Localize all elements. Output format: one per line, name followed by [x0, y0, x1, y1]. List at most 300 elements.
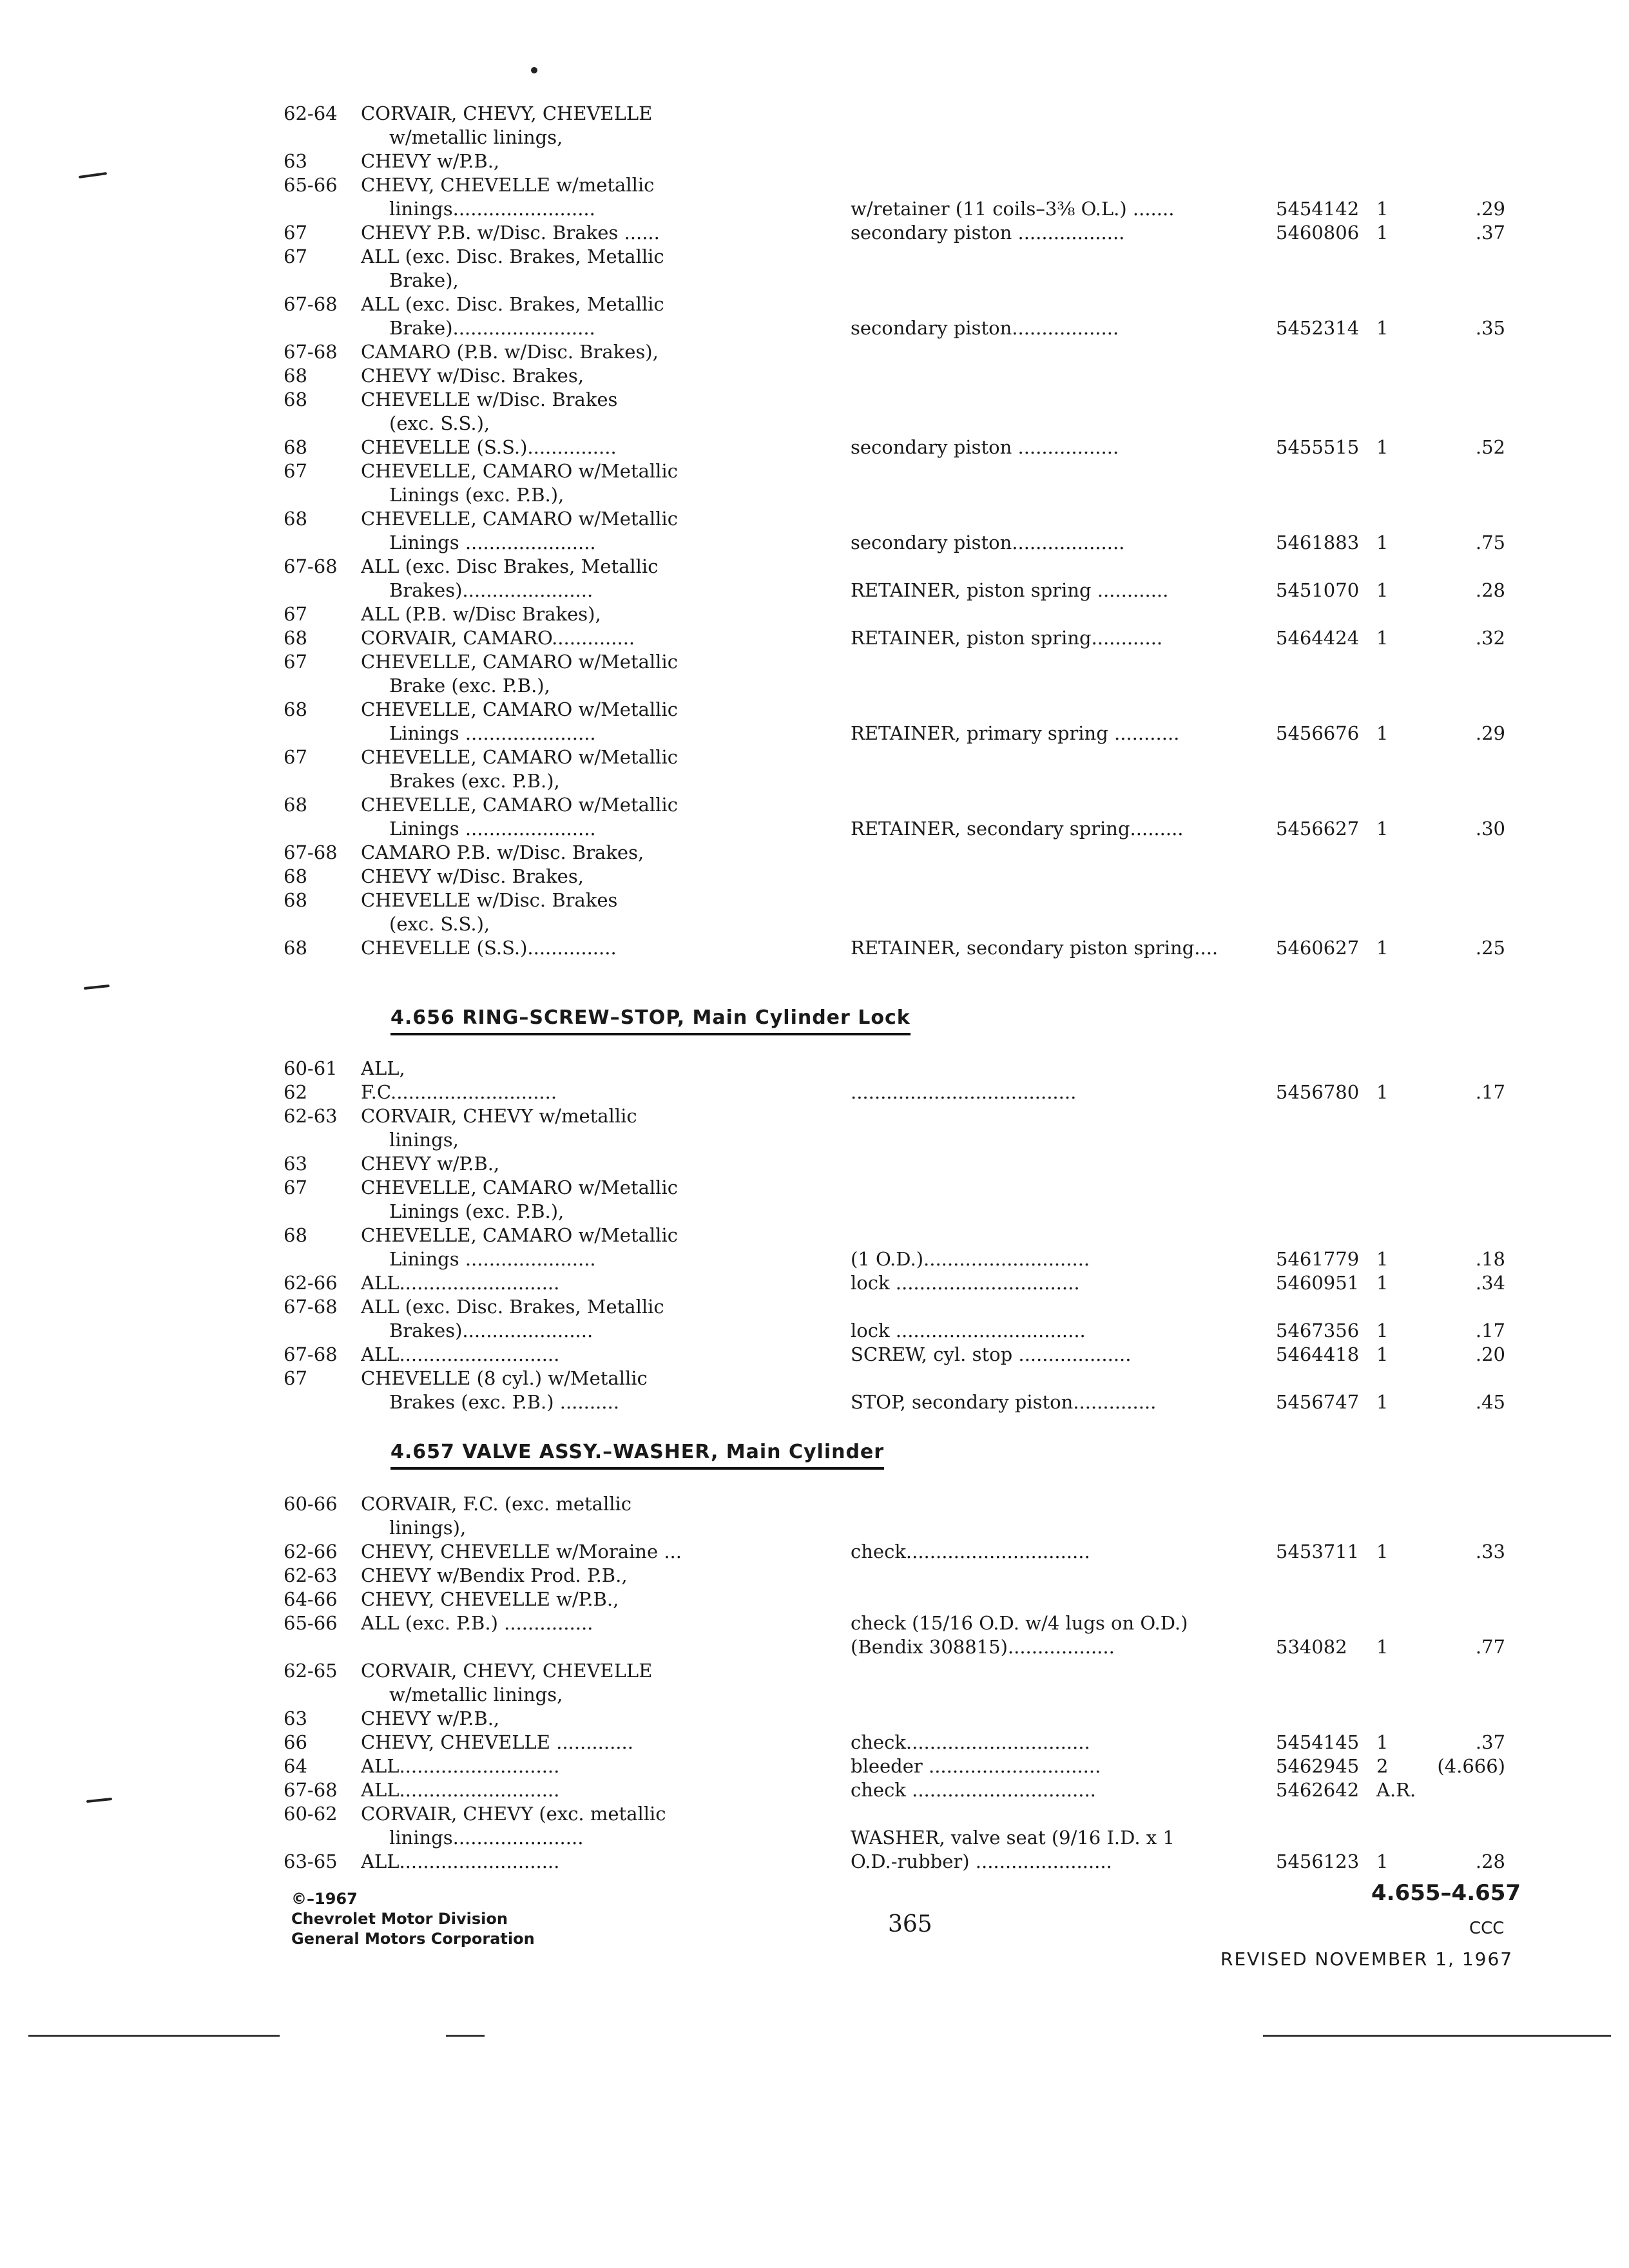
- year-cell: 67-68: [284, 841, 338, 863]
- model-cell: CORVAIR, CHEVY (exc. metallic: [361, 1803, 666, 1825]
- table-row: [284, 1271, 1559, 1295]
- model-cell: CHEVY w/P.B.,: [361, 1153, 500, 1175]
- table-row: [284, 316, 1559, 340]
- table-row: [284, 936, 1559, 960]
- quantity-cell: 1: [1376, 1541, 1389, 1562]
- copyright: ©–1967: [291, 1890, 358, 1908]
- table-row: [284, 1200, 1559, 1224]
- description-cell: secondary piston ..................: [851, 222, 1125, 244]
- table-row: [284, 269, 1559, 293]
- model-cell: [361, 1390, 851, 1414]
- quantity-cell: 1: [1376, 937, 1389, 959]
- model-cell: CHEVY, CHEVELLE w/Moraine ...: [361, 1541, 682, 1562]
- model-text: Linings (exc. P.B.),: [389, 1200, 564, 1222]
- part-number-cell: 5456747: [1276, 1391, 1360, 1413]
- price-cell: .32: [1475, 627, 1505, 649]
- table-row: [284, 626, 1559, 650]
- table-row: [284, 1492, 1559, 1516]
- model-text: (exc. S.S.),: [389, 913, 490, 935]
- price-cell: .17: [1475, 1320, 1505, 1341]
- table-row: [284, 412, 1559, 436]
- description-cell: O.D.-rubber) .......................: [851, 1850, 1112, 1872]
- description-cell: bleeder .............................: [851, 1755, 1101, 1777]
- price-cell: .75: [1475, 532, 1505, 553]
- quantity-cell: 1: [1376, 1391, 1389, 1413]
- section-range: 4.655–4.657: [1371, 1880, 1521, 1906]
- quantity-cell: 2: [1376, 1755, 1389, 1777]
- description-cell: check ...............................: [851, 1779, 1096, 1801]
- year-cell: 68: [284, 508, 307, 530]
- table-row: [284, 889, 1559, 912]
- model-cell: [361, 316, 851, 340]
- model-text: linings,: [389, 1129, 459, 1151]
- price-cell: .37: [1475, 222, 1505, 244]
- quantity-cell: 1: [1376, 198, 1389, 220]
- model-cell: [361, 1128, 851, 1152]
- description-cell: RETAINER, secondary spring.........: [851, 818, 1184, 840]
- model-cell: [361, 1516, 851, 1540]
- table-row: [284, 1754, 1559, 1778]
- table-row: [284, 650, 1559, 674]
- margin-mark: [86, 1798, 112, 1803]
- part-number-cell: 5460806: [1276, 222, 1360, 244]
- table-row: [284, 555, 1559, 579]
- quantity-cell: 1: [1376, 1343, 1389, 1365]
- model-text: linings......................: [389, 1827, 584, 1849]
- part-number-cell: 5462642: [1276, 1779, 1360, 1801]
- model-cell: F.C............................: [361, 1081, 557, 1103]
- model-cell: CHEVELLE, CAMARO w/Metallic: [361, 746, 678, 768]
- quantity-cell: 1: [1376, 1731, 1389, 1753]
- table-row: [284, 1564, 1559, 1588]
- price-cell: .34: [1475, 1272, 1505, 1294]
- page-number: 365: [888, 1911, 932, 1937]
- model-cell: CHEVELLE, CAMARO w/Metallic: [361, 794, 678, 816]
- table-row: [284, 1659, 1559, 1683]
- quantity-cell: 1: [1376, 579, 1389, 601]
- model-cell: [361, 579, 851, 602]
- model-cell: CHEVELLE (S.S.)...............: [361, 436, 617, 458]
- model-text: Brakes)......................: [389, 579, 593, 601]
- table-row: [284, 149, 1559, 173]
- table-row: [284, 1057, 1559, 1081]
- quantity-cell: 1: [1376, 1248, 1389, 1270]
- model-cell: [361, 1683, 851, 1707]
- year-cell: 67: [284, 460, 307, 482]
- model-cell: ALL,: [361, 1057, 405, 1079]
- table-row: [284, 1295, 1559, 1319]
- model-text: Linings ......................: [389, 722, 596, 744]
- model-text: w/metallic linings,: [389, 126, 563, 148]
- description-cell: ......................................: [851, 1081, 1077, 1103]
- table-row: [284, 531, 1559, 555]
- model-cell: CHEVELLE w/Disc. Brakes: [361, 889, 618, 911]
- model-text: Brakes (exc. P.B.) ..........: [389, 1391, 619, 1413]
- bottom-rule: [28, 2035, 280, 2037]
- part-number-cell: 5462945: [1276, 1755, 1360, 1777]
- model-cell: [361, 817, 851, 841]
- model-cell: CHEVY, CHEVELLE w/P.B.,: [361, 1588, 619, 1610]
- year-cell: 67: [284, 245, 307, 267]
- table-row: [284, 1635, 1559, 1659]
- year-cell: 63: [284, 150, 307, 172]
- description-cell: RETAINER, piston spring ............: [851, 579, 1169, 601]
- year-cell: 68: [284, 365, 307, 387]
- quantity-cell: 1: [1376, 436, 1389, 458]
- model-cell: CHEVY w/Bendix Prod. P.B.,: [361, 1564, 628, 1586]
- table-row: [284, 126, 1559, 149]
- model-cell: CHEVELLE, CAMARO w/Metallic: [361, 698, 678, 720]
- model-cell: [361, 1826, 851, 1850]
- table-row: [284, 1516, 1559, 1540]
- year-cell: 67-68: [284, 555, 338, 577]
- part-number-cell: 5460951: [1276, 1272, 1360, 1294]
- margin-mark: [79, 172, 107, 178]
- year-cell: 62-64: [284, 102, 338, 124]
- section-4656-table: [284, 1057, 1559, 1414]
- year-cell: 63-65: [284, 1850, 338, 1872]
- part-number-cell: 5451070: [1276, 579, 1360, 601]
- section-4655-table: [284, 102, 1559, 960]
- table-row: [284, 459, 1559, 483]
- model-cell: CORVAIR, CHEVY w/metallic: [361, 1105, 637, 1127]
- table-row: [284, 1850, 1559, 1874]
- quantity-cell: 1: [1376, 222, 1389, 244]
- part-number-cell: 5461779: [1276, 1248, 1360, 1270]
- model-cell: CAMARO P.B. w/Disc. Brakes,: [361, 841, 644, 863]
- model-cell: CHEVY P.B. w/Disc. Brakes ......: [361, 222, 660, 244]
- model-text: Brakes)......................: [389, 1320, 593, 1341]
- model-cell: [361, 197, 851, 221]
- table-row: [284, 1802, 1559, 1826]
- part-number-cell: 5455515: [1276, 436, 1360, 458]
- section-4656-heading: 4.656 RING–SCREW–STOP, Main Cylinder Lock: [390, 1006, 911, 1035]
- model-cell: ALL...........................: [361, 1755, 560, 1777]
- description-cell: w/retainer (11 coils–3⅜ O.L.) .......: [851, 198, 1175, 220]
- publisher-block: [291, 1889, 535, 1949]
- margin-mark: [84, 985, 110, 990]
- table-row: [284, 173, 1559, 197]
- table-row: [284, 793, 1559, 817]
- part-number-cell: 534082: [1276, 1636, 1347, 1658]
- model-cell: ALL...........................: [361, 1272, 560, 1294]
- price-cell: .17: [1475, 1081, 1505, 1103]
- table-row: [284, 1683, 1559, 1707]
- model-text: Brake)........................: [389, 317, 595, 339]
- table-row: [284, 1778, 1559, 1802]
- bottom-rule: [446, 2035, 485, 2037]
- table-row: [284, 1826, 1559, 1850]
- table-row: [284, 1390, 1559, 1414]
- year-cell: 60-66: [284, 1493, 338, 1515]
- model-text: linings........................: [389, 198, 595, 220]
- model-cell: CHEVY w/P.B.,: [361, 1707, 500, 1729]
- year-cell: 68: [284, 794, 307, 816]
- price-cell: .52: [1475, 436, 1505, 458]
- quantity-cell: 1: [1376, 627, 1389, 649]
- table-row: [284, 722, 1559, 745]
- section-4657-table: [284, 1492, 1559, 1874]
- model-cell: CHEVELLE w/Disc. Brakes: [361, 389, 618, 410]
- model-cell: [361, 483, 851, 507]
- part-number-cell: 5456780: [1276, 1081, 1360, 1103]
- description-cell: RETAINER, secondary piston spring....: [851, 937, 1219, 959]
- year-cell: 68: [284, 389, 307, 410]
- table-row: [284, 1224, 1559, 1247]
- model-cell: ALL (exc. Disc. Brakes, Metallic: [361, 1296, 664, 1318]
- price-cell: .29: [1475, 722, 1505, 744]
- quantity-cell: A.R.: [1376, 1779, 1416, 1801]
- quantity-cell: 1: [1376, 532, 1389, 553]
- model-text: Linings (exc. P.B.),: [389, 484, 564, 506]
- year-cell: 64-66: [284, 1588, 338, 1610]
- model-cell: CHEVY w/P.B.,: [361, 150, 500, 172]
- table-row: [284, 1588, 1559, 1611]
- description-cell: STOP, secondary piston..............: [851, 1391, 1157, 1413]
- top-dot: [531, 67, 537, 73]
- model-text: Linings ......................: [389, 532, 596, 553]
- description-cell: (1 O.D.)............................: [851, 1248, 1090, 1270]
- quantity-cell: 1: [1376, 317, 1389, 339]
- part-number-cell: 5452314: [1276, 317, 1360, 339]
- model-cell: [361, 126, 851, 149]
- table-row: [284, 507, 1559, 531]
- model-cell: [361, 674, 851, 698]
- model-text: linings),: [389, 1517, 467, 1539]
- price-cell: .20: [1475, 1343, 1505, 1365]
- table-row: [284, 221, 1559, 245]
- year-cell: 60-62: [284, 1803, 338, 1825]
- part-number-cell: 5453711: [1276, 1541, 1360, 1562]
- description-cell: SCREW, cyl. stop ...................: [851, 1343, 1132, 1365]
- year-cell: 62-65: [284, 1660, 338, 1682]
- division-name: Chevrolet Motor Division: [291, 1910, 508, 1928]
- price-cell: .28: [1475, 579, 1505, 601]
- model-cell: [361, 722, 851, 745]
- table-row: [284, 293, 1559, 316]
- table-row: [284, 1707, 1559, 1731]
- year-cell: 62-66: [284, 1541, 338, 1562]
- model-cell: [361, 1247, 851, 1271]
- model-cell: ALL (exc. Disc Brakes, Metallic: [361, 555, 659, 577]
- table-row: [284, 1247, 1559, 1271]
- revised-date: REVISED NOVEMBER 1, 1967: [1220, 1948, 1514, 1970]
- model-cell: CHEVELLE (S.S.)...............: [361, 937, 617, 959]
- table-row: [284, 197, 1559, 221]
- price-cell: .28: [1475, 1850, 1505, 1872]
- model-cell: ALL...........................: [361, 1343, 560, 1365]
- table-row: [284, 388, 1559, 412]
- year-cell: 67: [284, 222, 307, 244]
- quantity-cell: 1: [1376, 818, 1389, 840]
- table-row: [284, 698, 1559, 722]
- model-text: w/metallic linings,: [389, 1684, 563, 1706]
- model-cell: [361, 412, 851, 436]
- year-cell: 67-68: [284, 293, 338, 315]
- model-cell: CHEVY, CHEVELLE w/metallic: [361, 174, 655, 196]
- table-row: [284, 1367, 1559, 1390]
- model-cell: ALL (exc. P.B.) ...............: [361, 1612, 593, 1634]
- section-4657-heading: 4.657 VALVE ASSY.–WASHER, Main Cylinder: [390, 1441, 884, 1470]
- part-number-cell: 5456627: [1276, 818, 1360, 840]
- table-row: [284, 602, 1559, 626]
- description-cell: (Bendix 308815)..................: [851, 1636, 1115, 1658]
- year-cell: 68: [284, 436, 307, 458]
- description-cell: secondary piston .................: [851, 436, 1119, 458]
- year-cell: 63: [284, 1153, 307, 1175]
- table-row: [284, 1128, 1559, 1152]
- price-cell: .29: [1475, 198, 1505, 220]
- quantity-cell: 1: [1376, 1636, 1389, 1658]
- model-text: Linings ......................: [389, 818, 596, 840]
- part-number-cell: 5454145: [1276, 1731, 1360, 1753]
- table-row: [284, 1540, 1559, 1564]
- table-row: [284, 745, 1559, 769]
- table-row: [284, 1081, 1559, 1104]
- model-cell: CORVAIR, CHEVY, CHEVELLE: [361, 102, 653, 124]
- model-cell: [361, 769, 851, 793]
- model-text: Linings ......................: [389, 1248, 596, 1270]
- year-cell: 67: [284, 603, 307, 625]
- price-cell: .33: [1475, 1541, 1505, 1562]
- description-cell: secondary piston...................: [851, 532, 1125, 553]
- year-cell: 65-66: [284, 1612, 338, 1634]
- year-cell: 63: [284, 1707, 307, 1729]
- description-cell: WASHER, valve seat (9/16 I.D. x 1: [851, 1827, 1175, 1849]
- table-row: [284, 1611, 1559, 1635]
- model-cell: CORVAIR, CAMARO..............: [361, 627, 635, 649]
- year-cell: 68: [284, 627, 307, 649]
- part-number-cell: 5460627: [1276, 937, 1360, 959]
- bottom-rule: [1263, 2035, 1611, 2037]
- year-cell: 60-61: [284, 1057, 338, 1079]
- table-row: [284, 817, 1559, 841]
- model-cell: CHEVELLE, CAMARO w/Metallic: [361, 508, 678, 530]
- model-cell: CHEVY w/Disc. Brakes,: [361, 865, 584, 887]
- table-row: [284, 436, 1559, 459]
- model-text: Brake (exc. P.B.),: [389, 675, 550, 697]
- model-cell: ALL...........................: [361, 1850, 560, 1872]
- description-cell: check...............................: [851, 1541, 1090, 1562]
- quantity-cell: 1: [1376, 1272, 1389, 1294]
- year-cell: 66: [284, 1731, 307, 1753]
- description-cell: check...............................: [851, 1731, 1090, 1753]
- description-cell: check (15/16 O.D. w/4 lugs on O.D.): [851, 1612, 1188, 1634]
- year-cell: 67-68: [284, 1779, 338, 1801]
- table-row: [284, 245, 1559, 269]
- model-cell: CORVAIR, F.C. (exc. metallic: [361, 1493, 632, 1515]
- model-cell: CHEVELLE, CAMARO w/Metallic: [361, 460, 678, 482]
- corporation-name: General Motors Corporation: [291, 1930, 535, 1948]
- quantity-cell: 1: [1376, 722, 1389, 744]
- year-cell: 68: [284, 1224, 307, 1246]
- description-cell: lock ...............................: [851, 1272, 1080, 1294]
- part-number-cell: 5456676: [1276, 722, 1360, 744]
- year-cell: 65-66: [284, 174, 338, 196]
- year-cell: 67: [284, 1367, 307, 1389]
- table-row: [284, 483, 1559, 507]
- model-text: Brakes (exc. P.B.),: [389, 770, 560, 792]
- year-cell: 68: [284, 865, 307, 887]
- table-row: [284, 1176, 1559, 1200]
- model-cell: CHEVELLE, CAMARO w/Metallic: [361, 1177, 678, 1198]
- model-cell: ALL (exc. Disc. Brakes, Metallic: [361, 245, 664, 267]
- model-cell: CHEVELLE, CAMARO w/Metallic: [361, 651, 678, 673]
- table-row: [284, 1104, 1559, 1128]
- year-cell: 62: [284, 1081, 307, 1103]
- table-row: [284, 769, 1559, 793]
- part-number-cell: 5464418: [1276, 1343, 1360, 1365]
- model-cell: [361, 269, 851, 293]
- price-cell: .35: [1475, 317, 1505, 339]
- table-row: [284, 841, 1559, 865]
- model-cell: CHEVELLE (8 cyl.) w/Metallic: [361, 1367, 648, 1389]
- description-cell: secondary piston..................: [851, 317, 1119, 339]
- model-cell: [361, 912, 851, 936]
- year-cell: 67: [284, 1177, 307, 1198]
- year-cell: 62-63: [284, 1564, 338, 1586]
- year-cell: 67-68: [284, 1296, 338, 1318]
- year-cell: 67: [284, 746, 307, 768]
- table-row: [284, 364, 1559, 388]
- price-cell: .18: [1475, 1248, 1505, 1270]
- quantity-cell: 1: [1376, 1320, 1389, 1341]
- table-row: [284, 1343, 1559, 1367]
- table-row: [284, 674, 1559, 698]
- part-number-cell: 5454142: [1276, 198, 1360, 220]
- part-number-cell: 5464424: [1276, 627, 1360, 649]
- table-row: [284, 102, 1559, 126]
- year-cell: 67-68: [284, 341, 338, 363]
- model-cell: [361, 1200, 851, 1224]
- table-row: [284, 340, 1559, 364]
- table-row: [284, 1319, 1559, 1343]
- price-cell: (4.666): [1437, 1755, 1505, 1777]
- quantity-cell: 1: [1376, 1081, 1389, 1103]
- table-row: [284, 579, 1559, 602]
- table-row: [284, 1731, 1559, 1754]
- description-cell: RETAINER, primary spring ...........: [851, 722, 1180, 744]
- year-cell: 68: [284, 889, 307, 911]
- model-cell: CAMARO (P.B. w/Disc. Brakes),: [361, 341, 659, 363]
- part-number-cell: 5461883: [1276, 532, 1360, 553]
- model-cell: ALL...........................: [361, 1779, 560, 1801]
- price-cell: .77: [1475, 1636, 1505, 1658]
- model-cell: CHEVY w/Disc. Brakes,: [361, 365, 584, 387]
- year-cell: 67: [284, 651, 307, 673]
- model-cell: CORVAIR, CHEVY, CHEVELLE: [361, 1660, 653, 1682]
- description-cell: lock ................................: [851, 1320, 1086, 1341]
- price-cell: .37: [1475, 1731, 1505, 1753]
- model-cell: CHEVY, CHEVELLE .............: [361, 1731, 633, 1753]
- year-cell: 67-68: [284, 1343, 338, 1365]
- table-row: [284, 865, 1559, 889]
- model-cell: [361, 1319, 851, 1343]
- part-number-cell: 5456123: [1276, 1850, 1360, 1872]
- table-row: [284, 912, 1559, 936]
- model-cell: ALL (P.B. w/Disc Brakes),: [361, 603, 601, 625]
- model-cell: CHEVELLE, CAMARO w/Metallic: [361, 1224, 678, 1246]
- year-cell: 64: [284, 1755, 307, 1777]
- year-cell: 68: [284, 698, 307, 720]
- price-cell: .25: [1475, 937, 1505, 959]
- model-cell: ALL (exc. Disc. Brakes, Metallic: [361, 293, 664, 315]
- year-cell: 62-66: [284, 1272, 338, 1294]
- price-cell: .30: [1475, 818, 1505, 840]
- table-row: [284, 1152, 1559, 1176]
- model-cell: [361, 531, 851, 555]
- description-cell: RETAINER, piston spring............: [851, 627, 1163, 649]
